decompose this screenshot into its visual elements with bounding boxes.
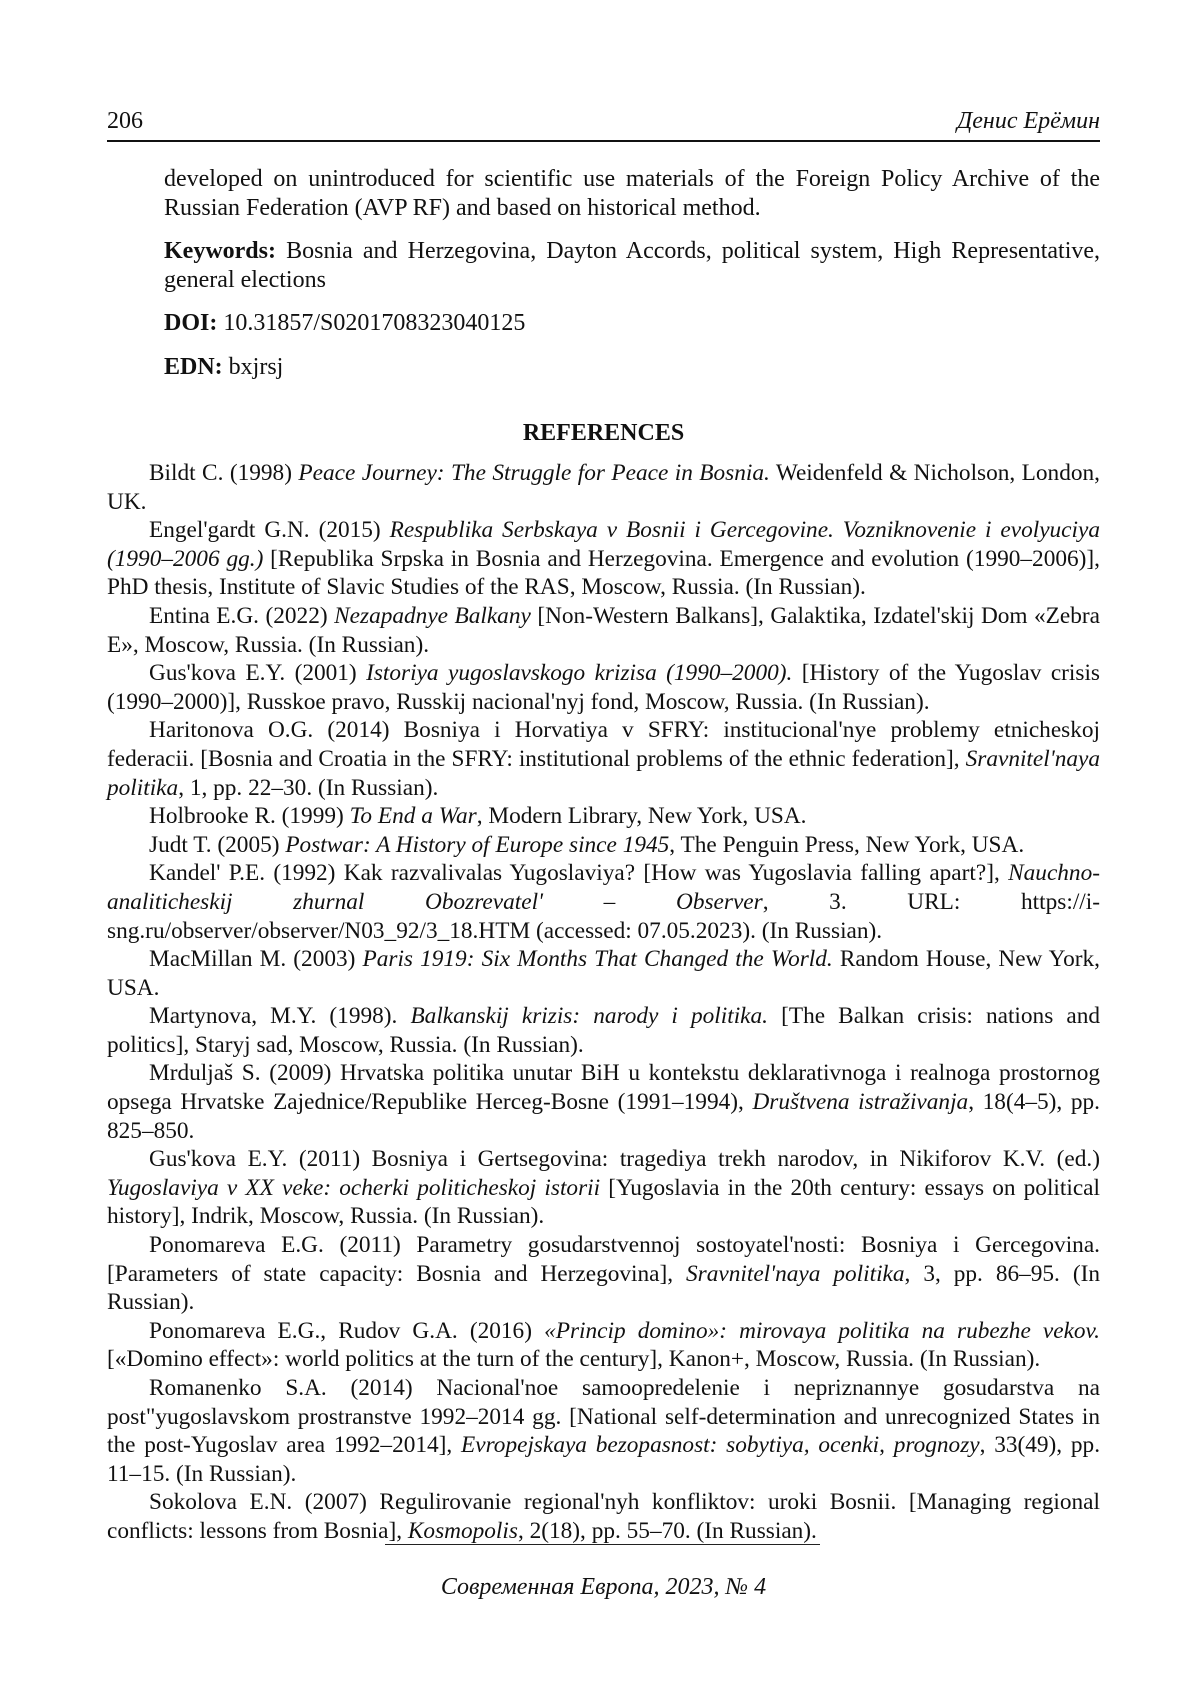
reference-text: MacMillan M. (2003) [149,946,363,973]
doi-label: DOI: [164,310,218,336]
reference-title: Respublika Serbskaya v Bosnii i Gercegovine. Vozniknovenie i evolyuciya (1990–2006 gg.) [107,517,1100,572]
reference-text: Judt T. (2005) [149,831,286,858]
reference-title: Paris 1919: Six Months That Changed the World. [362,946,833,973]
page-number: 206 [107,108,143,134]
reference-text: Martynova, M.Y. (1998). [149,1003,411,1030]
reference-entry [107,516,1100,602]
reference-text: Mrduljaš S. (2009) Hrvatska politika unutar BiH u kontekstu deklarativnoga i realnoga prostornog opsega Hrvatske Zajednice/Republike Herceg-Bosne (1991–1994), [107,1060,1100,1116]
reference-text: Holbrooke R. (1999) [149,803,350,830]
edn-value: bxjrsj [228,353,284,380]
reference-title: Postwar: A History of Europe since 1945 [285,831,670,858]
reference-title: Društvena istraživanja [752,1089,969,1116]
reference-text: , The Penguin Press, New York, USA. [669,831,1025,858]
reference-text: [Non-Western Balkans], Galaktika, Izdatel'skij Dom «Zebra E», Moscow, Russia. (In Russian). [107,602,1100,658]
reference-title: To End a War [349,803,477,830]
reference-text: , 1, pp. 22–30. (In Russian). [178,774,439,801]
reference-text: Weidenfeld & Nicholson, London, UK. [107,460,1100,515]
reference-title: Kosmopolis [407,1517,518,1544]
reference-text: [«Domino effect»: world politics at the turn of the century], Kanon+, Moscow, Russia. (In Russian). [107,1346,1041,1373]
abstract-block [164,165,1100,396]
reference-text: , 18(4–5), pp. 825–850. [107,1089,1100,1144]
reference-text: Ponomareva E.G. (2011) Parametry gosudarstvennoj sostoyatel'nosti: Bosniya i Gercegovina. [Parameters of state capacity: Bosnia and Herzegovina], [107,1232,1100,1287]
references-heading: REFERENCES [522,420,685,446]
reference-entry [107,716,1100,802]
reference-entry [107,659,1100,716]
edn-line [164,353,1100,382]
reference-entry [107,1002,1100,1059]
keywords-label: Keywords: [164,238,276,264]
reference-entry [107,831,1100,860]
references-list [107,459,1100,1546]
reference-text: Bildt C. (1998) [149,460,299,486]
reference-title: Sravnitel'naya politika [686,1260,905,1287]
reference-text: [History of the Yugoslav crisis (1990–2000)], Russkoe pravo, Russkij nacional'nyj fond, Moscow, Russia. (In Russian). [107,660,1100,715]
journal-footer: Современная Европа, 2023, № 4 [440,1574,767,1600]
reference-text: Romanenko S.A. (2014) Nacional'noe samoopredelenie i nepriznannye gosudarstva na post"yugoslavskom prostranstve 1992–2014 gg. [National self-determination and unrecognized States in the post-Yugoslav area 1992–2014], [107,1375,1100,1459]
reference-title: «Princip domino»: mirovaya politika na rubezhe vekov. [544,1317,1100,1344]
reference-text: , 2(18), pp. 55–70. (In Russian). [517,1517,817,1544]
reference-text: Ponomareva E.G., Rudov G.A. (2016) [149,1317,545,1344]
reference-title: Yugoslaviya v XX veke: ocherki politicheskoj istorii [107,1174,601,1201]
reference-entry [107,1059,1100,1145]
doi-value: 10.31857/S0201708323040125 [223,310,526,336]
reference-text: [The Balkan crisis: nations and politics], Staryj sad, Moscow, Russia. (In Russian). [107,1003,1100,1058]
reference-text: Entina E.G. (2022) [149,602,335,629]
reference-text: Random House, New York, USA. [107,946,1101,1001]
reference-text: , Modern Library, New York, USA. [476,803,807,830]
reference-text: Gus'kova E.Y. (2001) [149,660,367,687]
reference-entry [107,859,1100,945]
reference-text: Sokolova E.N. (2007) Regulirovanie regional'nyh konfliktov: uroki Bosnii. [Managing regional conflicts: lessons from Bosnia], [107,1489,1100,1544]
reference-entry [107,802,1100,831]
reference-text: , 3. URL: https://i-sng.ru/observer/observer/N03_92/3_18.HTM (accessed: 07.05.2023). (In Russian). [107,888,1100,944]
reference-title: Istoriya yugoslavskogo krizisa (1990–2000). [366,660,793,687]
footer-rule [385,1544,820,1545]
abstract-continuation: developed on unintroduced for scientific use materials of the Foreign Policy Archive of the Russian Federation (AVP RF) and based on historical method. [164,166,1100,221]
reference-title: Peace Journey: The Struggle for Peace in Bosnia. [298,460,770,486]
edn-label: EDN: [164,353,223,380]
reference-entry [107,945,1100,1002]
reference-text: Engel'gardt G.N. (2015) [149,517,390,544]
reference-entry [107,602,1100,659]
reference-entry [107,1488,1100,1545]
reference-title: Nauchno-analiticheskij zhurnal Obozrevatel' – Observer [107,860,1100,915]
reference-title: Balkanskij krizis: narody i politika. [410,1003,768,1030]
reference-entry [107,1145,1100,1231]
doi-line [164,309,1100,338]
reference-text: , 3, pp. 86–95. (In Russian). [107,1260,1100,1316]
reference-text: Gus'kova E.Y. (2011) Bosniya i Gertsegovina: tragediya trekh narodov, in Nikiforov K.V. (ed.) [149,1146,1100,1173]
keywords-line [164,237,1100,294]
running-author: Денис Ерёмин [956,108,1100,134]
reference-entry [107,1374,1100,1488]
reference-text: , 33(49), pp. 11–15. (In Russian). [107,1432,1101,1487]
reference-entry [107,1317,1100,1374]
reference-entry [107,459,1100,516]
running-header [107,104,1100,142]
reference-title: Sravnitel'naya politika [107,745,1100,801]
reference-title: Evropejskaya bezopasnost: sobytiya, ocenki, prognozy [461,1432,980,1459]
reference-text: [Republika Srpska in Bosnia and Herzegovina. Emergence and evolution (1990–2006)], PhD thesis, Institute of Slavic Studies of the RAS, Moscow, Russia. (In Russian). [107,545,1100,601]
reference-entry [107,1231,1100,1317]
reference-text: Kandel' P.E. (1992) Kak razvalivalas Yugoslaviya? [How was Yugoslavia falling apart?], [149,860,1009,887]
reference-text: Haritonova O.G. (2014) Bosniya i Horvatiya v SFRY: institucional'nye problemy etnicheskoj federacii. [Bosnia and Croatia in the SFRY: institutional problems of the ethnic federation], [107,717,1100,772]
keywords-text: Bosnia and Herzegovina, Dayton Accords, political system, High Representative, general elections [164,238,1101,293]
reference-title: Nezapadnye Balkany [334,602,531,629]
reference-text: [Yugoslavia in the 20th century: essays on political history], Indrik, Moscow, Russia. (In Russian). [107,1174,1100,1230]
